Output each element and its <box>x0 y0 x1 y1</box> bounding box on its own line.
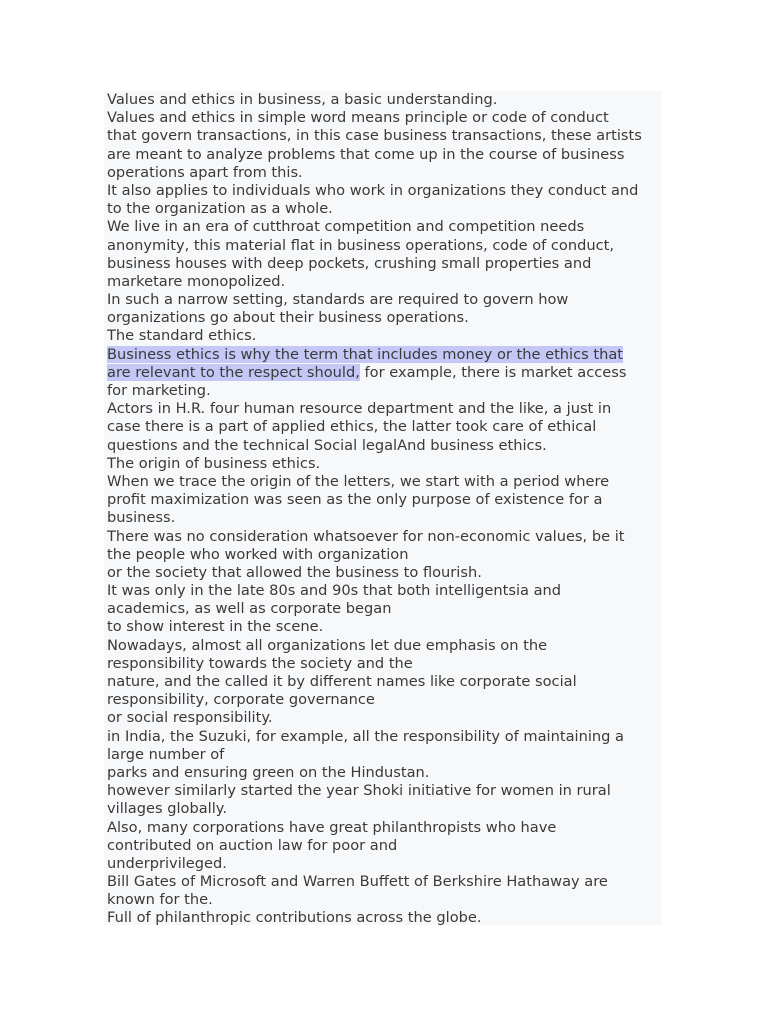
doc-line: to show interest in the scene. <box>107 618 324 636</box>
doc-line: anonymity, this material flat in business operations, code of conduct, <box>107 236 615 254</box>
doc-line: We live in an era of cutthroat competition and competition needs <box>107 218 585 236</box>
doc-line: It was only in the late 80s and 90s that both intelligentsia and <box>107 582 562 600</box>
doc-line: contributed on auction law for poor and <box>107 836 398 854</box>
doc-line: academics, as well as corporate began <box>107 600 392 618</box>
doc-line: or social responsibility. <box>107 709 273 727</box>
doc-line: that govern transactions, in this case business transactions, these artists <box>107 127 642 145</box>
doc-line-partially-selected[interactable] <box>107 364 662 382</box>
doc-line: parks and ensuring green on the Hindustan. <box>107 763 430 781</box>
doc-line: to the organization as a whole. <box>107 200 333 218</box>
doc-line: Values and ethics in simple word means principle or code of conduct <box>107 109 609 127</box>
doc-line: business houses with deep pockets, crushing small properties and <box>107 254 592 272</box>
doc-line: business. <box>107 509 176 527</box>
doc-line: in India, the Suzuki, for example, all the responsibility of maintaining a <box>107 727 624 745</box>
doc-line: There was no consideration whatsoever for non-economic values, be it <box>107 527 625 545</box>
doc-line-selected[interactable] <box>107 346 662 364</box>
doc-line: It also applies to individuals who work in organizations they conduct and <box>107 181 639 199</box>
doc-line: the people who worked with organization <box>107 545 409 563</box>
text-selection-highlight[interactable]: are relevant to the respect should, <box>107 363 360 381</box>
doc-line: Full of philanthropic contributions across the globe. <box>107 909 482 927</box>
doc-line: underprivileged. <box>107 854 227 872</box>
doc-line: responsibility, corporate governance <box>107 691 375 709</box>
doc-line: responsibility towards the society and the <box>107 654 413 672</box>
doc-line: however similarly started the year Shoki initiative for women in rural <box>107 782 611 800</box>
doc-line: Actors in H.R. four human resource department and the like, a just in <box>107 400 612 418</box>
doc-line: Also, many corporations have great philanthropists who have <box>107 818 557 836</box>
text-selection-highlight[interactable]: Business ethics is why the term that includes money or the ethics that <box>107 345 624 363</box>
doc-line: marketare monopolized. <box>107 272 286 290</box>
doc-heading-line: The standard ethics. <box>107 327 257 345</box>
doc-line: profit maximization was seen as the only purpose of existence for a <box>107 491 603 509</box>
doc-line: Nowadays, almost all organizations let due emphasis on the <box>107 636 548 654</box>
doc-line: questions and the technical Social legalAnd business ethics. <box>107 436 547 454</box>
doc-line: When we trace the origin of the letters, we start with a period where <box>107 472 610 490</box>
doc-line: for marketing. <box>107 382 211 399</box>
doc-heading-line: The origin of business ethics. <box>107 454 321 472</box>
doc-line: Bill Gates of Microsoft and Warren Buffett of Berkshire Hathaway are <box>107 873 608 891</box>
doc-line: nature, and the called it by different names like corporate social <box>107 673 577 690</box>
doc-line: organizations go about their business operations. <box>107 309 469 327</box>
doc-line: large number of <box>107 745 225 763</box>
doc-line: are meant to analyze problems that come up in the course of business <box>107 145 625 163</box>
doc-title-line: Values and ethics in business, a basic understanding. <box>107 91 498 108</box>
doc-line: operations apart from this. <box>107 163 303 181</box>
doc-line-remainder: for example, there is market access <box>359 363 627 381</box>
doc-line: In such a narrow setting, standards are required to govern how <box>107 291 569 309</box>
document-text-block <box>104 91 662 925</box>
doc-line: villages globally. <box>107 800 227 818</box>
doc-line: case there is a part of applied ethics, the latter took care of ethical <box>107 418 597 436</box>
doc-line: known for the. <box>107 891 213 909</box>
doc-line: or the society that allowed the business to flourish. <box>107 563 482 581</box>
